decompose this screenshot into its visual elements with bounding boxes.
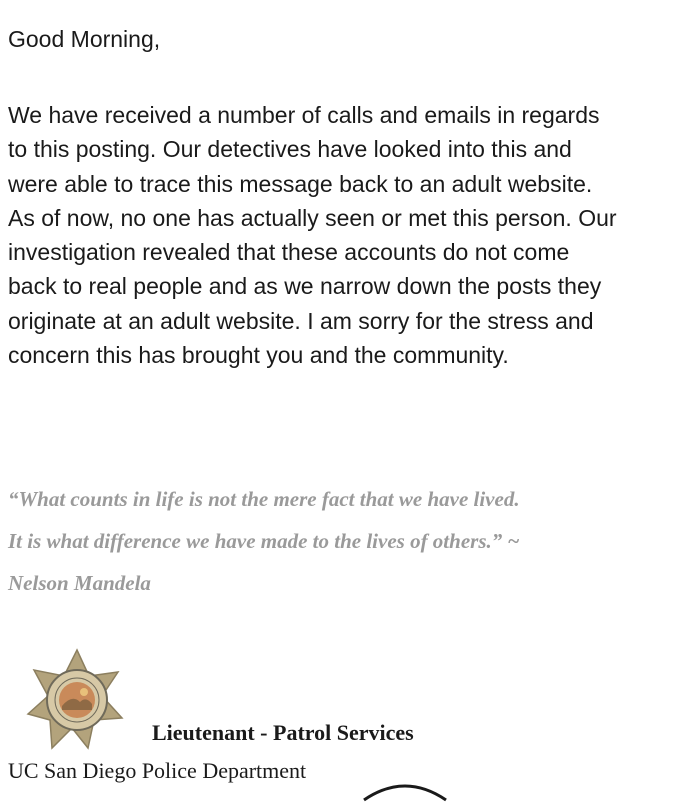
- badge-seal-sun: [80, 688, 88, 696]
- quote-line-1: “What counts in life is not the mere fact that we have lived.: [8, 487, 520, 511]
- signature-title: Lieutenant - Patrol Services: [152, 720, 414, 745]
- body-line: investigation revealed that these accounts do not come: [8, 239, 570, 266]
- greeting: Good Morning,: [8, 26, 161, 52]
- police-star-badge-icon: [22, 648, 132, 758]
- body-line: back to real people and as we narrow down the posts they: [8, 273, 602, 300]
- quote-line-2: It is what difference we have made to the lives of others.” ~: [8, 529, 520, 553]
- body-line: originate at an adult website. I am sorry for the stress and: [8, 307, 594, 334]
- body-line: As of now, no one has actually seen or met this person. Our: [8, 204, 617, 231]
- body-line: to this posting. Our detectives have looked into this and: [8, 136, 572, 163]
- signature-department: UC San Diego Police Department: [8, 758, 307, 783]
- body-line: concern this has brought you and the community.: [8, 342, 509, 369]
- body-line: We have received a number of calls and emails in regards: [8, 102, 600, 128]
- email-body: [8, 98, 696, 372]
- quote-author: Nelson Mandela: [8, 571, 151, 595]
- cropped-logo-arc-icon: [360, 778, 450, 802]
- body-line: were able to trace this message back to an adult website.: [8, 170, 593, 197]
- signature-quote: [8, 478, 520, 604]
